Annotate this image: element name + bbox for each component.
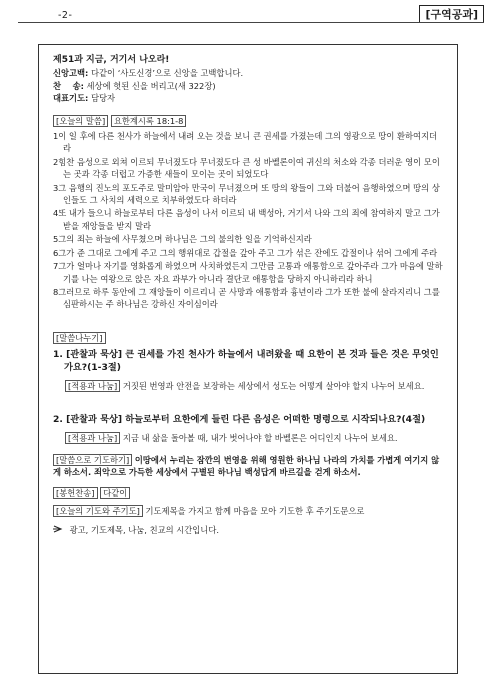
question-2-prefix: 2. [관찰과 묵상] <box>53 413 123 425</box>
arrow-right-icon <box>53 524 63 536</box>
sharing-heading <box>53 332 443 344</box>
offering-text: 다같이 <box>100 487 130 499</box>
verse: 1이 일 후에 다른 천사가 하늘에서 내려 오는 것을 보니 큰 권세를 가졌는데 그의 영광으로 땅이 환하여지더라 <box>53 131 438 154</box>
confession-line <box>53 67 443 79</box>
scripture-label: [오늘의 말씀] <box>53 115 108 127</box>
leader-text: 담당자 <box>91 93 116 104</box>
leader-label: 대표기도: <box>53 93 89 104</box>
question-1 <box>53 348 443 374</box>
lesson-title: 제51과 지금, 거기서 나오라! <box>53 55 170 65</box>
verse: 2힘찬 음성으로 외쳐 이르되 무너졌도다 무너졌도다 큰 성 바벨론이여 귀신의 처소와 각종 더러운 영이 모이는 곳과 각종 더럽고 가증한 새들이 모이는 곳이 되었도다 <box>53 156 440 180</box>
offering-label: [봉헌찬송] <box>53 487 98 499</box>
scripture-heading <box>53 115 443 127</box>
verse: 3그 음행의 진노의 포도주로 말미암아 만국이 무너졌으며 또 땅의 왕들이 그와 더불어 음행하였으며 땅의 상인들도 그 사치의 세력으로 치부하였도다 하더라 <box>53 182 440 206</box>
question-1-prefix: 1. [관찰과 묵상] <box>53 349 123 361</box>
lesson-frame <box>38 44 458 674</box>
verse: 5그의 죄는 하늘에 사무쳤으며 하나님은 그의 불의한 일을 기억하신지라 <box>53 234 312 245</box>
hymn-text: 세상에 헛된 신을 버리고(새 322장) <box>86 80 216 91</box>
closing-label: [오늘의 기도와 주기도] <box>53 505 143 517</box>
fellowship-text: 광고, 기도제목, 나눔, 친교의 시간입니다. <box>69 524 219 535</box>
application-2 <box>53 432 443 444</box>
verse: 8그러므로 하루 동안에 그 재앙들이 이르리니 곧 사망과 애통함과 흉년이라 그가 또한 불에 살라지리니 그를 심판하시는 주 하나님은 강하신 자이심이라 <box>53 286 440 310</box>
hymn-line <box>53 80 443 92</box>
prayer-label: [말씀으로 기도하기] <box>53 454 132 466</box>
prayer-section <box>53 454 443 479</box>
application-2-label: [적용과 나눔] <box>65 432 120 444</box>
prayer-text: 이땅에서 누리는 잠깐의 번영을 위해 영원한 하나님 나라의 가치를 가볍게 여기지 않게 하소서. 죄악으로 가득한 세상에서 구별된 하나님 백성답게 바르길을 걷게 하소서. <box>53 454 440 478</box>
application-1-label: [적용과 나눔] <box>65 380 120 392</box>
page-number: -2- <box>58 10 73 21</box>
leader-line <box>53 92 443 104</box>
confession-label: 신앙고백: <box>53 68 89 79</box>
closing-text: 기도제목을 가지고 함께 마음을 모아 기도한 후 주기도문으로 <box>145 506 365 517</box>
scripture-verses <box>53 130 443 311</box>
fellowship-line <box>53 524 443 536</box>
sharing-label: [말씀나누기] <box>53 332 106 344</box>
verse: 4또 내가 들으니 하늘로부터 다른 음성이 나서 이르되 내 백성아, 거기서 나와 그의 죄에 참여하지 말고 그가 받을 재앙들을 받지 말라 <box>53 208 440 231</box>
application-2-text: 지금 내 삶을 돌아볼 때, 내가 벗어나야 할 바벨론은 어디인지 나누어 보세요. <box>122 432 398 443</box>
verse: 7그가 얼마나 자기를 영화롭게 하였으며 사치하였든지 그만큼 고통과 애통함으로 갚아주라 그가 마음에 말하기를 나는 여왕으로 앉은 자요 과부가 아니라 결단코 애통함을 당하지 아니하리라 하니 <box>53 261 443 284</box>
question-2 <box>53 413 443 426</box>
verse: 6그가 준 그대로 그에게 주고 그의 행위대로 갑절을 갚아 주고 그가 섞은 잔에도 갑절이나 섞어 그에게 주라 <box>53 247 438 258</box>
section-tag: [구역공과] <box>419 5 484 23</box>
application-1-text: 거짓된 번영과 안전을 보장하는 세상에서 성도는 어떻게 살아야 할지 나누어 보세요. <box>122 381 425 392</box>
scripture-reference: 요한계시록 18:1-8 <box>111 115 187 127</box>
question-2-text: 하늘로부터 요한에게 들린 다른 음성은 어떠한 명령으로 시작되나요?(4절) <box>125 413 426 425</box>
hymn-label: 찬 송: <box>53 80 84 91</box>
confession-text: 다같이 ‘사도신경’으로 신앙을 고백합니다. <box>91 68 244 79</box>
closing-line <box>53 505 443 517</box>
header-rule <box>18 22 484 23</box>
question-1-text: 큰 권세를 가진 천사가 하늘에서 내려왔을 때 요한이 본 것과 들은 것은 무엇인가요?(1-3절) <box>64 349 439 374</box>
application-1 <box>53 380 443 392</box>
offering-line <box>53 487 443 499</box>
